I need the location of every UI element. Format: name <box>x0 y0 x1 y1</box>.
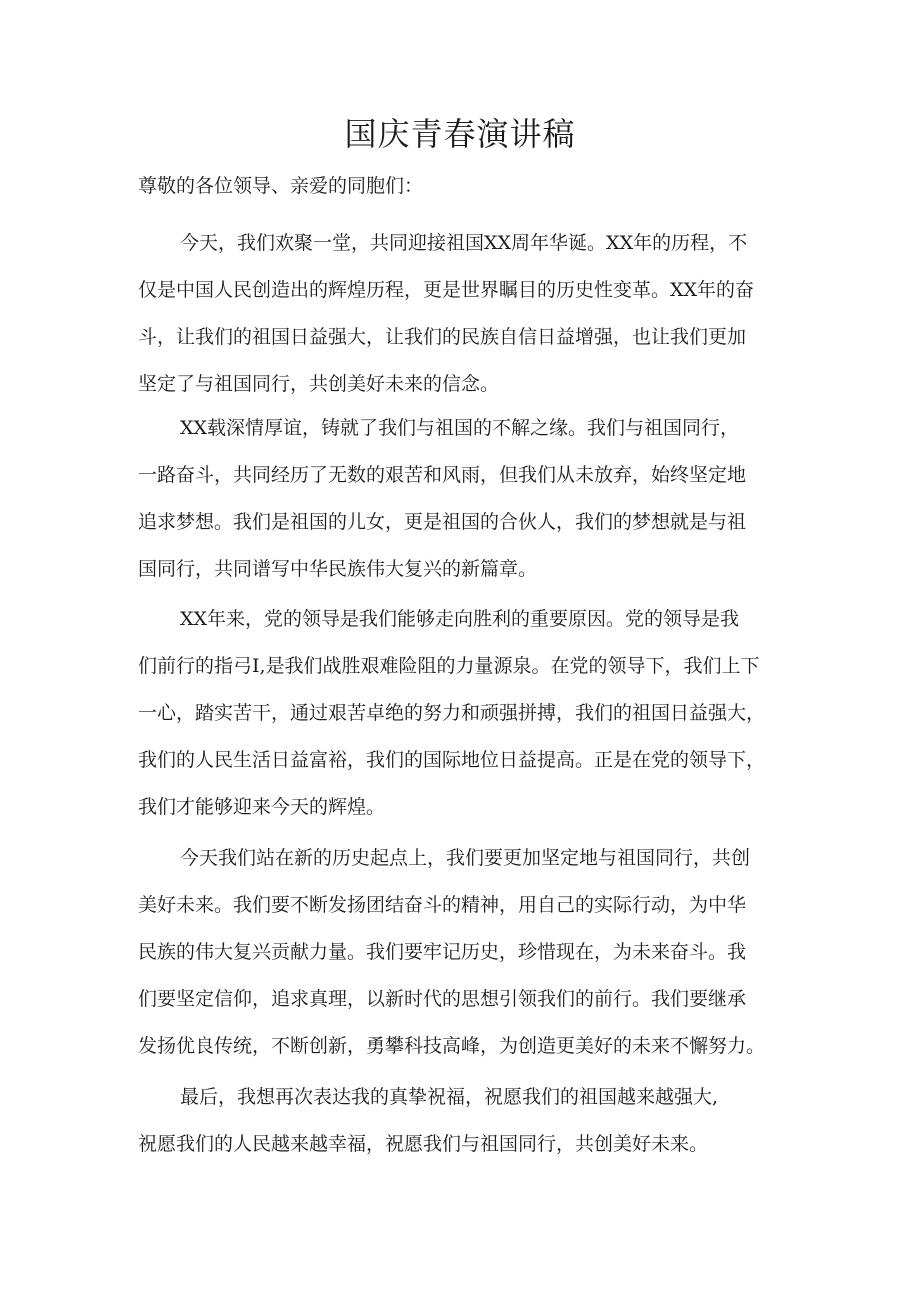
paragraph-line: 坚定了与祖国同行，共创美好未来的信念。 <box>138 373 500 395</box>
paragraph-line: 民族的伟大复兴贡献力量。我们要牢记历史，珍惜现在，为未来奋斗。我 <box>138 941 747 963</box>
paragraph-line: 们要坚定信仰，追求真理，以新时代的思想引领我们的前行。我们要继承 <box>138 988 747 1010</box>
paragraph-line: 我们的人民生活日益富裕，我们的国际地位日益提高。正是在党的领导下， <box>138 749 766 771</box>
document-title: 国庆青春演讲稿 <box>344 115 576 153</box>
paragraph-line: 一心，踏实苦干，通过艰苦卓绝的努力和顽强拼搏，我们的祖国日益强大， <box>138 702 766 724</box>
paragraph-2 <box>138 405 788 593</box>
paragraph-line: 国同行，共同谱写中华民族伟大复兴的新篇章。 <box>138 558 538 580</box>
paragraph-line: 追求梦想。我们是祖国的儿女，更是祖国的合伙人，我们的梦想就是与祖 <box>138 511 747 533</box>
paragraph-line: 祝愿我们的人民越来越幸福，祝愿我们与祖国同行，共创美好未来。 <box>138 1133 709 1155</box>
paragraph-line: 发扬优良传统，不断创新，勇攀科技高峰，为创造更美好的未来不懈努力。 <box>138 1035 766 1057</box>
paragraph-line: 今天我们站在新的历史起点上，我们要更加坚定地与祖国同行，共创 <box>180 847 751 869</box>
paragraph-4 <box>138 835 788 1070</box>
paragraph-1 <box>138 220 788 408</box>
paragraph-line: 仅是中国人民创造出的辉煌历程，更是世界瞩目的历史性变革。XX年的奋 <box>138 279 755 301</box>
paragraph-line: 一路奋斗，共同经历了无数的艰苦和风雨，但我们从未放弃，始终坚定地 <box>138 464 747 486</box>
paragraph-3 <box>138 596 788 831</box>
paragraph-line: 们前行的指弓I,是我们战胜艰难险阻的力量源泉。在党的领导下，我们上下 <box>138 655 760 677</box>
paragraph-line: XX年来，党的领导是我们能够走向胜利的重要原因。党的领导是我 <box>180 608 740 630</box>
paragraph-line: 最后，我想再次表达我的真挚祝福，祝愿我们的祖国越来越强大, <box>180 1086 719 1108</box>
paragraph-5 <box>138 1074 788 1168</box>
paragraph-line: 今天，我们欢聚一堂，共同迎接祖国XX周年华诞。XX年的历程，不 <box>180 232 748 254</box>
paragraph-line: XX载深情厚谊，铸就了我们与祖国的不解之缘。我们与祖国同行， <box>180 417 740 439</box>
paragraph-line: 我们才能够迎来今天的辉煌。 <box>138 796 386 818</box>
salutation: 尊敬的各位领导、亲爱的同胞们： <box>138 175 424 197</box>
paragraph-line: 美好未来。我们要不断发扬团结奋斗的精神，用自己的实际行动，为中华 <box>138 894 747 916</box>
paragraph-line: 斗，让我们的祖国日益强大，让我们的民族自信日益增强，也让我们更加 <box>138 326 747 348</box>
